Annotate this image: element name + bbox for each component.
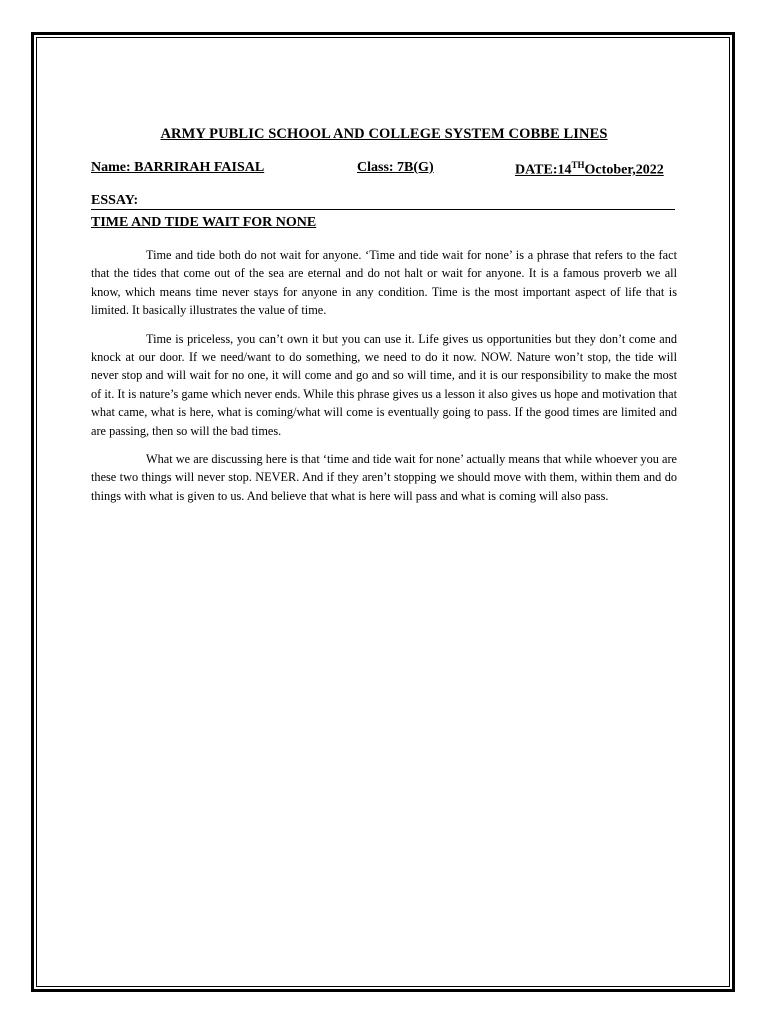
essay-date [515,160,664,179]
essay-body [91,246,677,515]
essay-title: TIME AND TIDE WAIT FOR NONE [91,215,317,230]
date-prefix: DATE:14 [515,162,572,178]
essay-paragraph-3: What we are discussing here is that ‘time and tide wait for none’ actually means that while whoever you are these two things will never stop. NEVER. And if they aren’t stopping we should move with them, within them and do things with what is given to us. And believe that what is here will pass and what is coming will also pass. [91,452,677,503]
date-superscript: TH [571,160,585,170]
essay-paragraph-1: Time and tide both do not wait for anyone. ‘Time and tide wait for none’ is a phrase that refers to the fact that the tides that come out of the sea are eternal and do not halt or wait for anyone. It is a famous proverb we all know, which means time never stays for anyone in any condition. Time is the most important aspect of life that is limited. It basically illustrates the value of time. [91,248,677,318]
student-class: Class: 7B(G) [357,160,434,175]
student-name: Name: BARRIRAH FAISAL [91,160,265,175]
school-heading: ARMY PUBLIC SCHOOL AND COLLEGE SYSTEM COBBE LINES [160,126,608,142]
essay-label: ESSAY: [91,193,675,210]
date-suffix: October,2022 [584,162,664,178]
essay-paragraph-2: Time is priceless, you can’t own it but you can use it. Life gives us opportunities but they don’t come and knock at our door. If we need/want to do something, we need to do it now. NOW. Nature won’t stop, the tide will never stop and will wait for no one, it will come and go and so will time, and it is our responsibility to make the most of it. It is nature’s game which never ends. While this phrase gives us a lesson it also gives us hope and motivation that what came, what is here, what is coming/what will come is eventually going to pass. If the good times are limited and are passing, then so will the bad times. [91,331,677,438]
